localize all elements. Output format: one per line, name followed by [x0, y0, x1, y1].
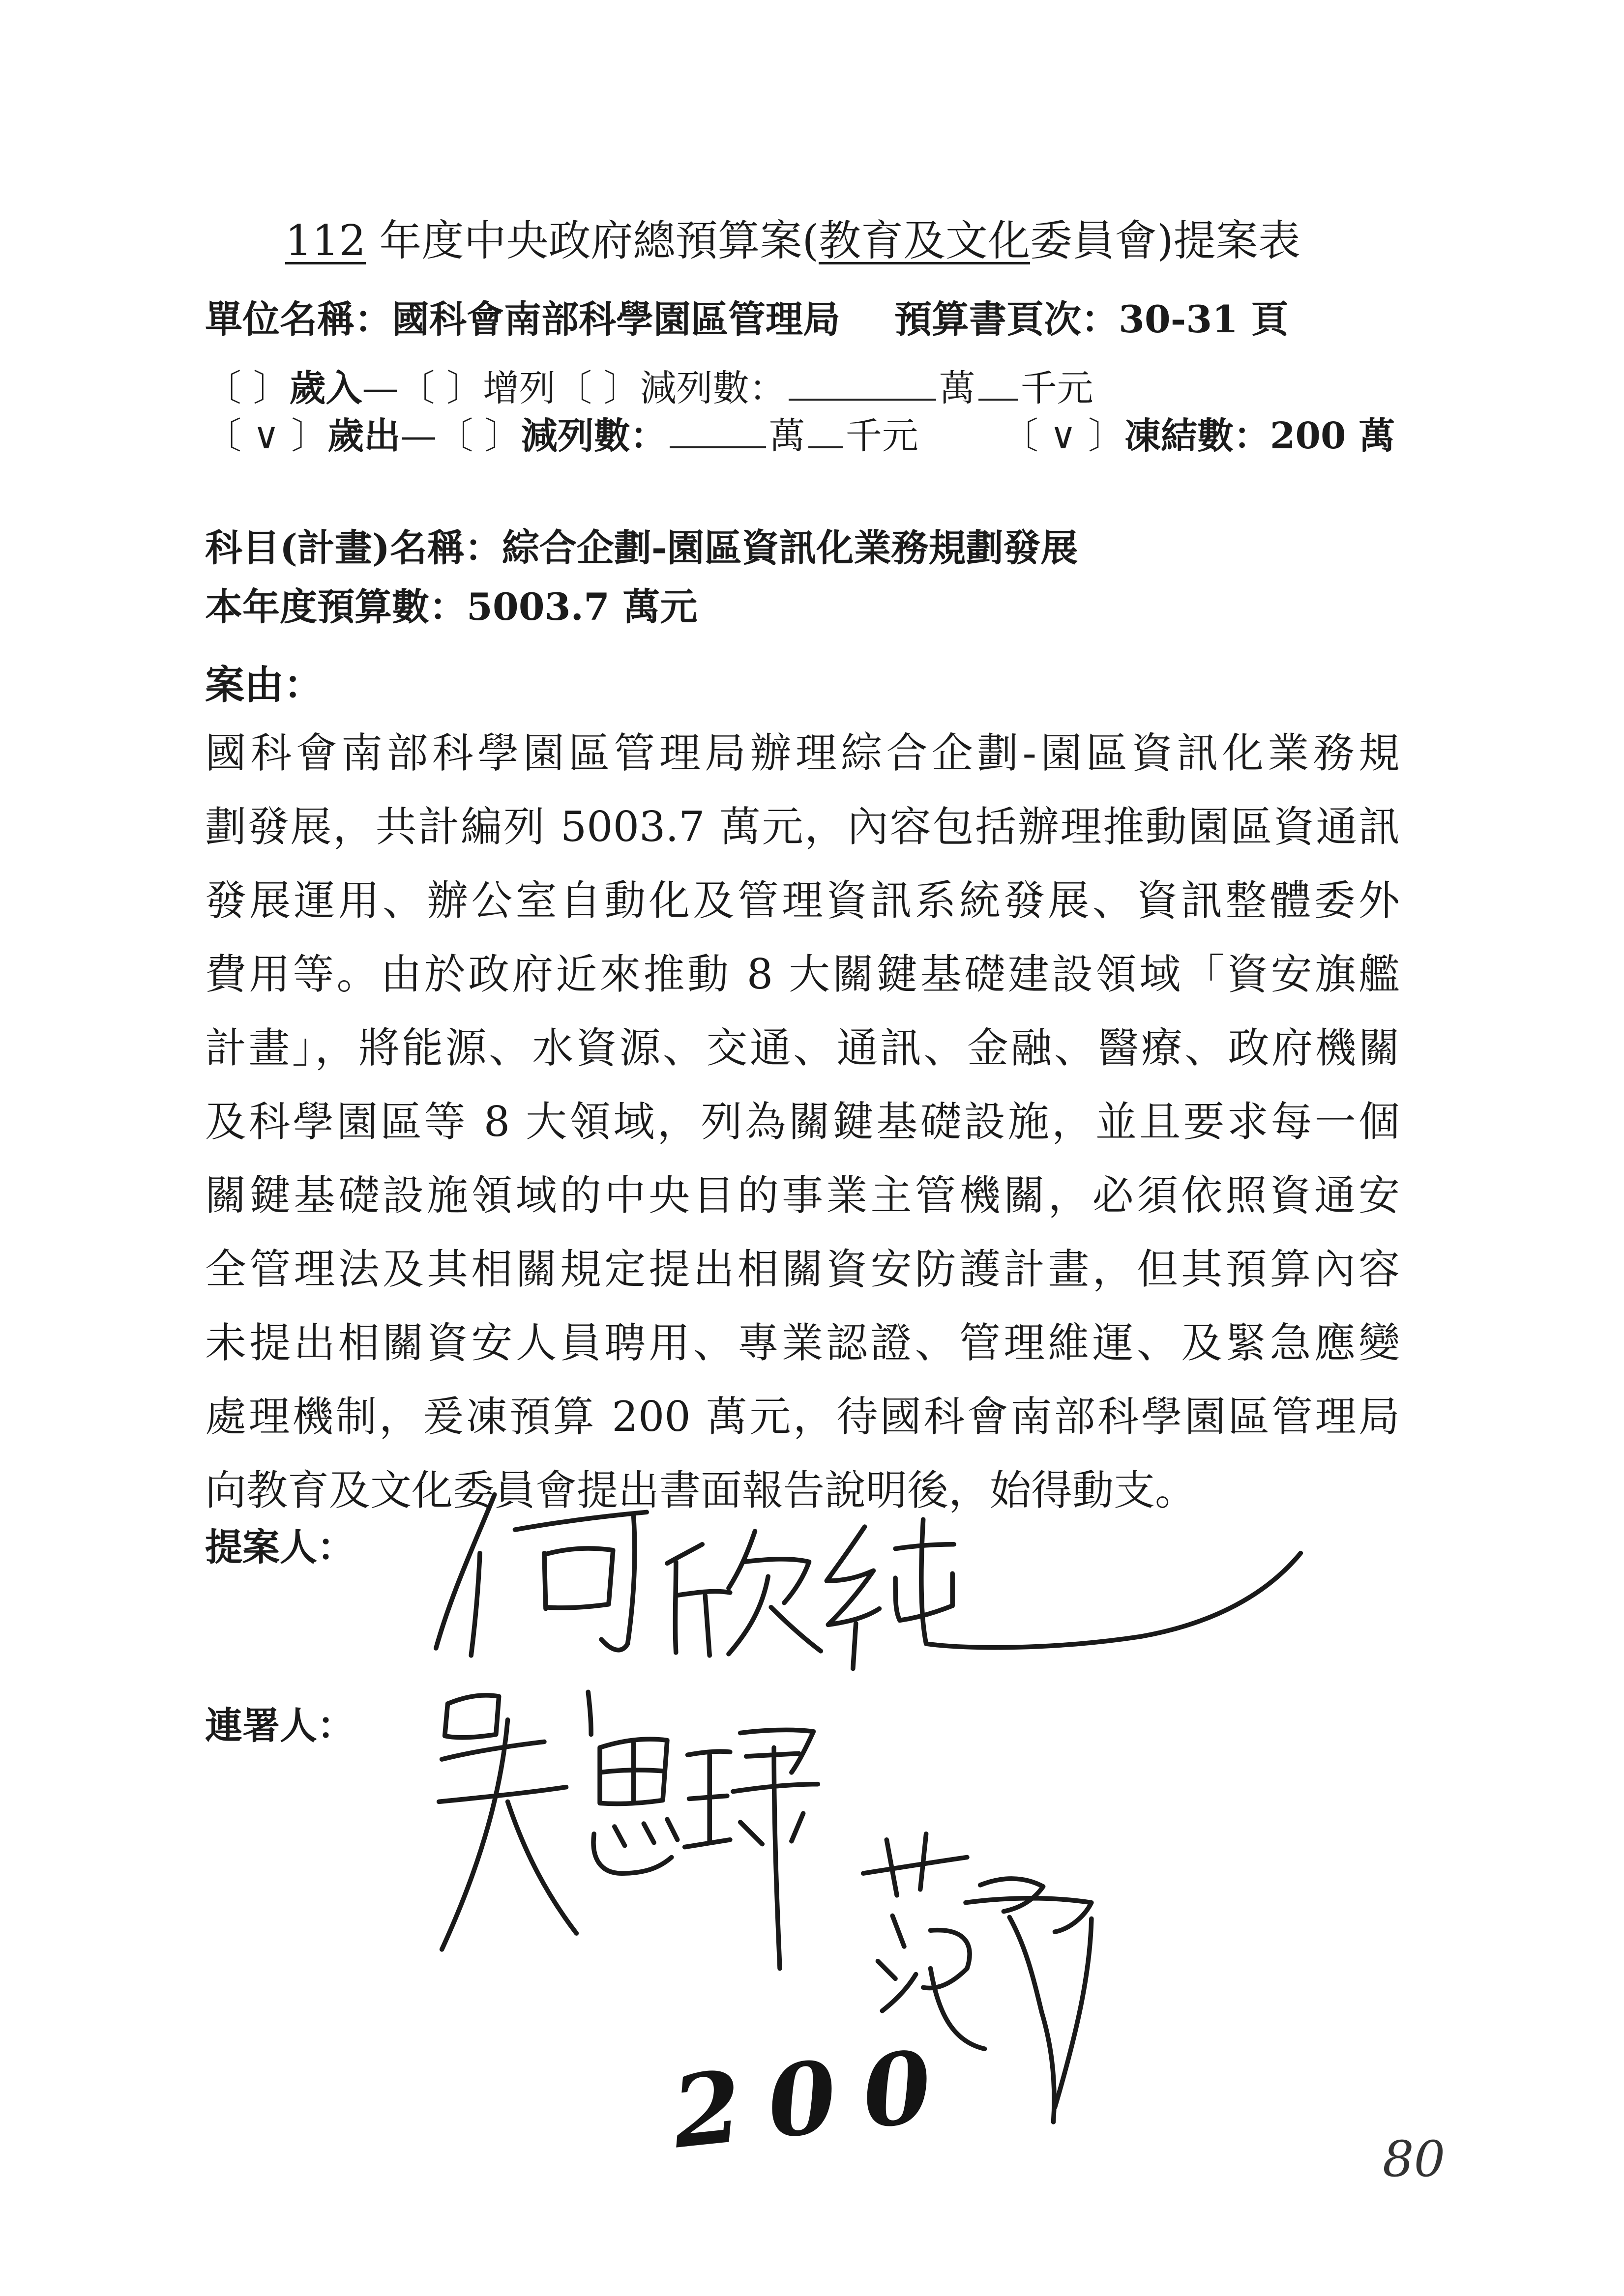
reason-line: 發展運用、辦公室自動化及管理資訊系統發展、資訊整體委外 [205, 876, 1400, 925]
title-committee: 教育及文化 [819, 216, 1031, 265]
reason-line: 處理機制，爰凍預算 200 萬元，待國科會南部科學園區管理局 [205, 1393, 1400, 1441]
freeze-label: 凍結數： [1124, 415, 1270, 457]
reason-line: 劃發展，共計編列 5003.7 萬元，內容包括辦理推動園區資通訊 [205, 803, 1400, 851]
revenue-checkbox: 〔 〕 [205, 367, 290, 409]
item-value: 綜合企劃-園區資訊化業務規劃發展 [502, 526, 1078, 570]
increase-checkbox: 〔 〕 [398, 367, 483, 409]
revenue-row [205, 364, 1093, 413]
reason-heading: 案由： [205, 662, 323, 708]
freeze-amount: 200 萬 [1270, 415, 1395, 457]
expenditure-decrease-label: 減列數： [521, 415, 667, 457]
title-part2: 委員會)提案表 [1030, 216, 1300, 265]
expenditure-unit-wan: 萬 [768, 415, 805, 457]
cosigner-label: 連署人： [205, 1704, 354, 1747]
item-label: 科目(計畫)名稱： [205, 526, 502, 570]
revenue-dash: — [362, 367, 399, 409]
expenditure-checkbox: 〔 ∨ 〕 [205, 415, 328, 457]
expenditure-qian-blank [808, 419, 843, 448]
revenue-qian-blank [978, 371, 1018, 401]
reason-line: 未提出相關資安人員聘用、專業認證、管理維運、及緊急應變 [205, 1319, 1400, 1367]
revenue-unit-wan: 萬 [939, 367, 975, 409]
item-row [205, 523, 1078, 573]
signature-cosigner-1 [439, 1692, 818, 1968]
unit-value: 國科會南部科學園區管理局 [392, 297, 840, 341]
revenue-label: 歲入 [289, 367, 362, 409]
unit-label: 單位名稱： [205, 297, 392, 341]
reason-line: 國科會南部科學園區管理局辦理綜合企劃-園區資訊化業務規 [205, 729, 1400, 777]
handwritten-amount-note: 200 [667, 2026, 964, 2171]
reason-line: 全管理法及其相關規定提出相關資安防護計畫，但其預算內容 [205, 1245, 1400, 1293]
revenue-decrease-label: 減列數： [640, 367, 786, 409]
reason-line: 關鍵基礎設施領域的中央目的事業主管機關，必須依照資通安 [205, 1171, 1400, 1220]
budget-row [205, 582, 697, 632]
reason-line: 計畫」，將能源、水資源、交通、通訊、金融、醫療、政府機關 [205, 1024, 1400, 1072]
revenue-unit-qian: 千元 [1020, 367, 1093, 409]
expenditure-unit-qian: 千元 [845, 415, 918, 457]
expenditure-wan-blank [670, 419, 766, 448]
reason-line: 及科學園區等 8 大領域，列為關鍵基礎設施，並且要求每一個 [205, 1098, 1400, 1146]
budget-label: 本年度預算數： [205, 585, 467, 629]
expenditure-row [205, 411, 1395, 461]
freeze-checkbox: 〔 ∨ 〕 [1002, 415, 1124, 457]
reason-line: 費用等。由於政府近來推動 8 大關鍵基礎建設領域「資安旗艦 [205, 950, 1400, 998]
reason-paragraph [205, 716, 1400, 1527]
proposer-label: 提案人： [205, 1525, 354, 1569]
budget-page-ref: 預算書頁次：30-31 頁 [894, 297, 1289, 341]
title-year: 112 [285, 216, 366, 265]
expenditure-label: 歲出 [327, 415, 401, 457]
title-part1: 年度中央政府總預算案( [366, 216, 819, 265]
page-number: 80 [1383, 2130, 1446, 2188]
decrease-checkbox: 〔 〕 [556, 367, 640, 409]
form-title [285, 211, 1300, 270]
expenditure-dash: — [400, 415, 437, 457]
increase-label: 增列 [483, 367, 556, 409]
reason-line: 向教育及文化委員會提出書面報告說明後，始得動支。 [205, 1466, 1197, 1514]
revenue-wan-blank [789, 371, 936, 401]
budget-value: 5003.7 萬元 [467, 585, 698, 629]
expenditure-decrease-checkbox: 〔 〕 [437, 415, 521, 457]
unit-row [205, 295, 1289, 344]
